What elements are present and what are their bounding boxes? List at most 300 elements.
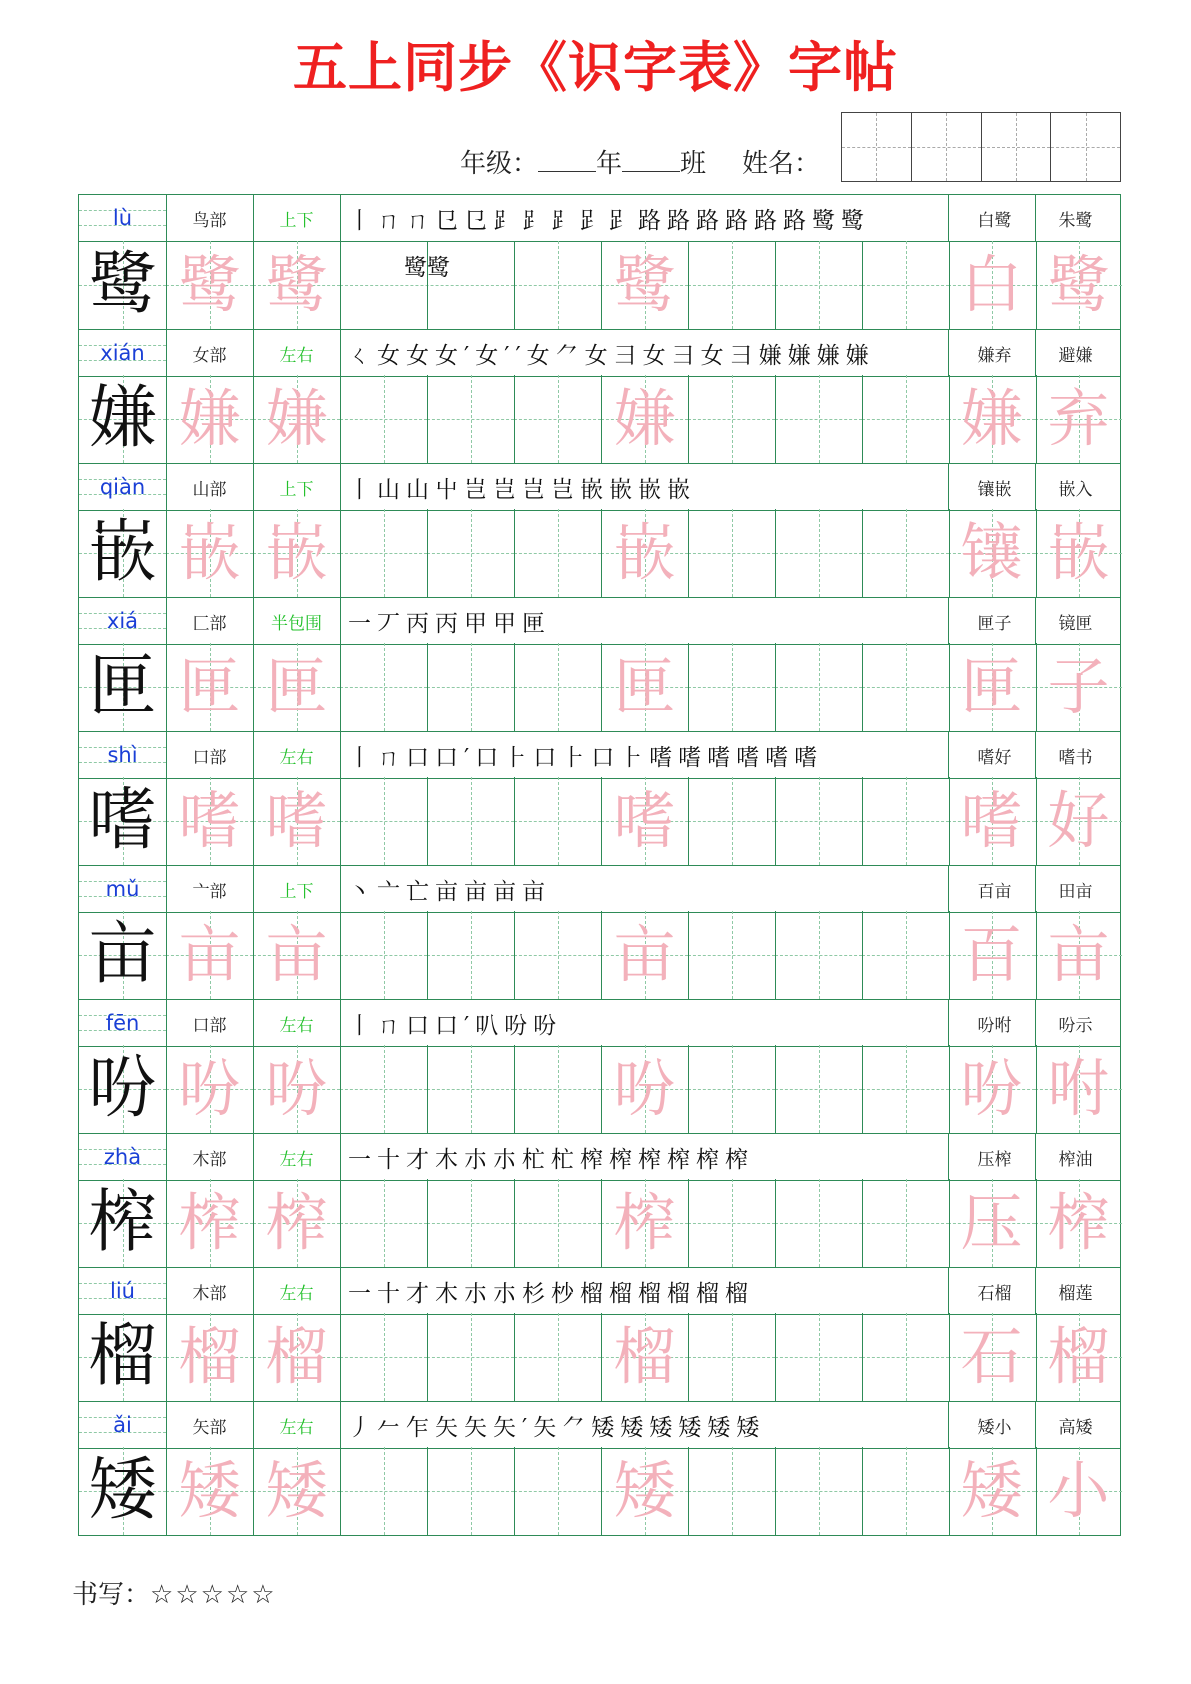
practice-cell[interactable]: [340, 1179, 427, 1267]
practice-cell[interactable]: [775, 643, 862, 731]
practice-cell[interactable]: [427, 1313, 514, 1401]
practice-cell[interactable]: [427, 1179, 514, 1267]
practice-cell[interactable]: [862, 911, 949, 999]
info-row: [79, 1267, 1120, 1315]
grid-line: [775, 375, 776, 463]
practice-cell[interactable]: [514, 375, 601, 463]
word-trace-cell[interactable]: [948, 643, 1035, 731]
practice-cell[interactable]: [775, 1313, 862, 1401]
word-trace-cell[interactable]: [1035, 1045, 1122, 1133]
character-block: [79, 999, 1120, 1133]
writing-label: 书写：: [72, 1580, 151, 1610]
practice-cell[interactable]: [775, 375, 862, 463]
grid-line: [166, 509, 167, 597]
pinyin-cell: [79, 464, 166, 510]
trace-cell[interactable]: [166, 241, 253, 329]
trace-character: 榨: [178, 1186, 241, 1259]
practice-cell[interactable]: [427, 1045, 514, 1133]
grid-line: [949, 911, 950, 999]
model-character: 吩: [88, 1049, 157, 1128]
practice-cell[interactable]: [514, 1179, 601, 1267]
practice-cell[interactable]: [862, 1447, 949, 1535]
trace-cell[interactable]: [253, 643, 340, 731]
word-2: 朱鹭: [1058, 210, 1093, 231]
pinyin: zhà: [103, 1145, 142, 1169]
practice-cell[interactable]: [688, 1313, 775, 1401]
word-trace-cell[interactable]: [948, 1313, 1035, 1401]
word-2: 嗜书: [1058, 747, 1093, 768]
trace-character: 嵌: [265, 516, 328, 589]
trace-cell[interactable]: [253, 1179, 340, 1267]
grid-line: [340, 241, 341, 329]
practice-cell[interactable]: [340, 777, 427, 865]
grid-line: [949, 375, 950, 463]
grid-line: [166, 866, 167, 912]
grid-line: [1036, 1179, 1037, 1267]
writing-row: [79, 777, 1120, 865]
practice-cell[interactable]: [340, 911, 427, 999]
practice-cell[interactable]: [427, 643, 514, 731]
word-trace-character: 吩: [960, 1052, 1023, 1125]
grid-line: [427, 375, 428, 463]
word-1: 矮小: [977, 1417, 1012, 1438]
trace-cell[interactable]: [601, 1447, 688, 1535]
grid-line: [340, 1179, 341, 1267]
word-2: 榨油: [1058, 1149, 1093, 1170]
word-trace-character: 榨: [1047, 1186, 1110, 1259]
character-block: [79, 1401, 1120, 1535]
grid-line: [340, 1313, 341, 1401]
model-character: 匣: [88, 647, 157, 726]
grid-line: [949, 241, 950, 329]
grid-line: [166, 1045, 167, 1133]
pinyin-cell: [79, 330, 166, 376]
trace-character: 嗜: [178, 784, 241, 857]
grid-line: [601, 777, 602, 865]
practice-cell[interactable]: [688, 1045, 775, 1133]
name-writing-box[interactable]: [841, 112, 1121, 182]
grid-line: [688, 911, 689, 999]
trace-cell[interactable]: [253, 1045, 340, 1133]
word-trace-cell[interactable]: [948, 375, 1035, 463]
grid-line: [253, 509, 254, 597]
word-trace-cell[interactable]: [1035, 241, 1122, 329]
word-trace-character: 嫌: [960, 382, 1023, 455]
pinyin: lù: [112, 206, 133, 230]
practice-cell[interactable]: [340, 643, 427, 731]
trace-cell[interactable]: [166, 1179, 253, 1267]
grid-line: [1035, 598, 1036, 644]
grid-line: [948, 732, 949, 778]
pinyin: shì: [107, 743, 138, 767]
stroke-order: 丨山山屮岂岂岂岂嵌嵌嵌嵌: [348, 476, 696, 503]
trace-cell[interactable]: [166, 509, 253, 597]
name-cell[interactable]: [982, 113, 1052, 181]
word-trace-cell[interactable]: [948, 911, 1035, 999]
page-title: 五上同步《识字表》字帖: [293, 36, 898, 99]
grid-line: [166, 643, 167, 731]
trace-character: 匣: [265, 650, 328, 723]
name-label: 姓名：: [742, 149, 821, 179]
practice-cell[interactable]: [427, 375, 514, 463]
practice-cell[interactable]: [688, 643, 775, 731]
grid-line: [514, 1313, 515, 1401]
word-trace-cell[interactable]: [1035, 1179, 1122, 1267]
grid-line: [775, 777, 776, 865]
stroke-order: 一十才木朩朩杉杪榴榴榴榴榴榴: [348, 1280, 754, 1307]
trace-character: 榴: [178, 1320, 241, 1393]
info-row: [79, 329, 1120, 377]
grid-line: [340, 375, 341, 463]
word-trace-character: 小: [1047, 1454, 1110, 1527]
model-character: 嗜: [88, 781, 157, 860]
practice-cell[interactable]: [427, 777, 514, 865]
trace-character: 嵌: [613, 516, 676, 589]
grid-line: [601, 375, 602, 463]
radical-cell: 木部: [192, 1149, 227, 1170]
pinyin-cell: [79, 732, 166, 778]
word-trace-cell[interactable]: [1035, 777, 1122, 865]
grid-line: [601, 1179, 602, 1267]
practice-cell[interactable]: [427, 1447, 514, 1535]
grid-line: [166, 598, 167, 644]
info-row: [79, 1401, 1120, 1449]
word-2: 镜匣: [1058, 613, 1093, 634]
writing-row: [79, 1045, 1120, 1133]
practice-cell[interactable]: [514, 241, 601, 329]
trace-cell[interactable]: [166, 375, 253, 463]
info-row: [79, 1133, 1120, 1181]
practice-cell[interactable]: [340, 1447, 427, 1535]
writing-row: [79, 375, 1120, 463]
name-cell[interactable]: [842, 113, 912, 181]
pinyin: xián: [100, 341, 145, 365]
student-info: [460, 146, 820, 182]
practice-cell[interactable]: [775, 509, 862, 597]
grid-line: [253, 732, 254, 778]
grid-line: [166, 1179, 167, 1267]
grid-line: [166, 732, 167, 778]
word-trace-cell[interactable]: [948, 509, 1035, 597]
grid-line: [166, 195, 167, 241]
grid-line: [862, 1447, 863, 1535]
grid-line: [688, 643, 689, 731]
grid-line: [514, 1045, 515, 1133]
pinyin: fēn: [105, 1011, 140, 1035]
practice-cell[interactable]: [340, 509, 427, 597]
grid-line: [340, 1447, 341, 1535]
practice-cell[interactable]: [514, 911, 601, 999]
trace-cell[interactable]: [253, 1447, 340, 1535]
practice-cell[interactable]: [688, 509, 775, 597]
grid-line: [688, 509, 689, 597]
model-character: 亩: [88, 915, 157, 994]
practice-cell[interactable]: [775, 1045, 862, 1133]
practice-cell[interactable]: [862, 1045, 949, 1133]
word-trace-cell[interactable]: [948, 1045, 1035, 1133]
structure-cell: 上下: [279, 479, 314, 500]
grid-line: [253, 1045, 254, 1133]
grid-line: [514, 911, 515, 999]
info-row: [79, 731, 1120, 779]
word-2: 高矮: [1058, 1417, 1093, 1438]
practice-cell[interactable]: [340, 1313, 427, 1401]
radical-cell: 木部: [192, 1283, 227, 1304]
practice-cell[interactable]: [862, 375, 949, 463]
grid-line: [166, 1268, 167, 1314]
trace-character: 榴: [265, 1320, 328, 1393]
model-character-cell: [79, 1447, 166, 1535]
grid-line: [253, 195, 254, 241]
trace-cell[interactable]: [601, 911, 688, 999]
trace-cell[interactable]: [601, 241, 688, 329]
writing-row: [79, 1313, 1120, 1401]
grade-blank[interactable]: [538, 149, 596, 172]
trace-cell[interactable]: [601, 509, 688, 597]
grid-line: [253, 643, 254, 731]
grid-line: [688, 1179, 689, 1267]
grid-line: [601, 911, 602, 999]
word-trace-character: 好: [1047, 784, 1110, 857]
grid-line: [862, 777, 863, 865]
grid-line: [688, 241, 689, 329]
trace-character: 嫌: [178, 382, 241, 455]
trace-character: 吩: [613, 1052, 676, 1125]
grid-line: [340, 1000, 341, 1046]
trace-character: 匣: [613, 650, 676, 723]
practice-cell[interactable]: [862, 1179, 949, 1267]
grid-line: [775, 911, 776, 999]
class-blank[interactable]: [622, 149, 680, 172]
word-1: 嫌弃: [977, 345, 1012, 366]
grid-line: [1035, 1000, 1036, 1046]
model-character-cell: [79, 1313, 166, 1401]
practice-cell[interactable]: [688, 777, 775, 865]
pinyin-cell: [79, 1268, 166, 1314]
practice-cell[interactable]: [862, 241, 949, 329]
grid-line: [253, 1000, 254, 1046]
word-trace-cell[interactable]: [1035, 375, 1122, 463]
practice-cell[interactable]: [688, 1179, 775, 1267]
word-trace-character: 弃: [1047, 382, 1110, 455]
word-1: 匣子: [977, 613, 1012, 634]
grid-line: [1035, 1268, 1036, 1314]
trace-cell[interactable]: [601, 1179, 688, 1267]
pinyin-cell: [79, 598, 166, 644]
practice-sample: 鹭鹭: [404, 255, 450, 281]
trace-cell[interactable]: [253, 1313, 340, 1401]
grid-line: [948, 1000, 949, 1046]
grid-line: [1036, 777, 1037, 865]
word-trace-cell[interactable]: [1035, 1447, 1122, 1535]
info-row: [79, 195, 1120, 242]
practice-cell[interactable]: [775, 1447, 862, 1535]
grid-line: [601, 1313, 602, 1401]
trace-character: 嗜: [613, 784, 676, 857]
practice-grid: [78, 194, 1121, 1536]
grid-line: [862, 375, 863, 463]
stroke-order: 丿𠂉乍矢矢矢′矢⺈矮矮矮矮矮矮: [348, 1414, 766, 1441]
practice-cell[interactable]: [514, 1447, 601, 1535]
trace-character: 榴: [613, 1320, 676, 1393]
practice-cell[interactable]: [862, 509, 949, 597]
practice-cell[interactable]: [514, 777, 601, 865]
trace-cell[interactable]: [601, 1045, 688, 1133]
writing-row: [79, 241, 1120, 329]
character-block: [79, 329, 1120, 463]
grid-line: [688, 1313, 689, 1401]
grid-line: [862, 241, 863, 329]
stroke-order: 丶亠亡亩亩亩亩: [348, 878, 551, 905]
structure-cell: 上下: [279, 881, 314, 902]
grid-line: [514, 1179, 515, 1267]
grid-line: [862, 911, 863, 999]
trace-character: 榨: [265, 1186, 328, 1259]
trace-cell[interactable]: [166, 777, 253, 865]
grid-line: [1036, 643, 1037, 731]
trace-character: 鹭: [178, 248, 241, 321]
trace-cell[interactable]: [253, 375, 340, 463]
info-row: [79, 865, 1120, 913]
grid-line: [514, 375, 515, 463]
structure-cell: 左右: [279, 1015, 314, 1036]
trace-character: 亩: [178, 918, 241, 991]
practice-cell[interactable]: [862, 1313, 949, 1401]
word-trace-cell[interactable]: [1035, 509, 1122, 597]
word-1: 镶嵌: [977, 479, 1012, 500]
practice-cell[interactable]: [862, 643, 949, 731]
grid-line: [862, 643, 863, 731]
word-trace-cell[interactable]: [948, 1447, 1035, 1535]
word-trace-character: 石: [960, 1320, 1023, 1393]
grid-line: [949, 777, 950, 865]
word-trace-character: 匣: [960, 650, 1023, 723]
grid-line: [253, 330, 254, 376]
info-row: [79, 999, 1120, 1047]
pinyin-cell: [79, 1134, 166, 1180]
model-character-cell: [79, 375, 166, 463]
practice-cell[interactable]: [862, 777, 949, 865]
trace-cell[interactable]: [601, 777, 688, 865]
grid-line: [1035, 1402, 1036, 1448]
word-trace-character: 嗜: [960, 784, 1023, 857]
grid-line: [253, 1313, 254, 1401]
grid-line: [427, 777, 428, 865]
practice-cell[interactable]: [514, 1045, 601, 1133]
trace-cell[interactable]: [253, 241, 340, 329]
practice-cell[interactable]: [775, 241, 862, 329]
word-trace-cell[interactable]: [1035, 643, 1122, 731]
grid-line: [253, 911, 254, 999]
practice-cell[interactable]: [775, 1179, 862, 1267]
trace-cell[interactable]: [601, 375, 688, 463]
grid-line: [775, 1313, 776, 1401]
trace-character: 吩: [178, 1052, 241, 1125]
grid-line: [166, 375, 167, 463]
grid-line: [253, 1134, 254, 1180]
word-trace-cell[interactable]: [948, 241, 1035, 329]
word-trace-cell[interactable]: [1035, 1313, 1122, 1401]
word-1: 石榴: [977, 1283, 1012, 1304]
practice-cell[interactable]: [427, 509, 514, 597]
trace-cell[interactable]: [601, 1313, 688, 1401]
name-cell[interactable]: [1051, 113, 1120, 181]
word-trace-character: 亩: [1047, 918, 1110, 991]
class-label: 班: [680, 149, 707, 179]
grid-line: [340, 1402, 341, 1448]
word-trace-character: 白: [960, 248, 1023, 321]
trace-cell[interactable]: [166, 1045, 253, 1133]
grid-line: [1035, 195, 1036, 241]
practice-cell[interactable]: [775, 911, 862, 999]
radical-cell: 女部: [192, 345, 227, 366]
name-cell[interactable]: [912, 113, 982, 181]
practice-cell[interactable]: [340, 1045, 427, 1133]
model-character-cell: [79, 777, 166, 865]
stroke-order: 丨ㄇ口口′口⺊口⺊口⺊嗜嗜嗜嗜嗜嗜: [348, 744, 824, 771]
practice-cell[interactable]: [427, 911, 514, 999]
grid-line: [340, 1268, 341, 1314]
trace-cell[interactable]: [166, 911, 253, 999]
grid-line: [427, 1313, 428, 1401]
grade-label: 年级：: [460, 149, 539, 179]
word-trace-cell[interactable]: [948, 1179, 1035, 1267]
grid-line: [688, 777, 689, 865]
word-trace-character: 矮: [960, 1454, 1023, 1527]
trace-cell[interactable]: [253, 509, 340, 597]
practice-cell[interactable]: [688, 375, 775, 463]
rating-stars[interactable]: ☆☆☆☆☆: [150, 1580, 277, 1610]
word-trace-cell[interactable]: [948, 777, 1035, 865]
grid-line: [340, 330, 341, 376]
stroke-order: 丨ㄇㄇ㔾㔾⻊⻊⻊𧾷𧾷路路路路路路鹭鹭: [348, 207, 870, 234]
trace-cell[interactable]: [253, 911, 340, 999]
structure-cell: 左右: [279, 1417, 314, 1438]
trace-cell[interactable]: [166, 1313, 253, 1401]
trace-cell[interactable]: [166, 1447, 253, 1535]
word-trace-cell[interactable]: [1035, 911, 1122, 999]
info-row: [79, 463, 1120, 511]
trace-character: 吩: [265, 1052, 328, 1125]
practice-cell[interactable]: [514, 1313, 601, 1401]
trace-cell[interactable]: [166, 643, 253, 731]
grid-line: [948, 195, 949, 241]
grid-line: [1036, 1447, 1037, 1535]
practice-cell[interactable]: [688, 241, 775, 329]
word-1: 嗜好: [977, 747, 1012, 768]
character-block: [79, 731, 1120, 865]
model-character-cell: [79, 1045, 166, 1133]
word-2: 吩示: [1058, 1015, 1093, 1036]
trace-cell[interactable]: [253, 777, 340, 865]
practice-cell[interactable]: [514, 509, 601, 597]
pinyin: xiá: [106, 609, 139, 633]
grid-line: [166, 241, 167, 329]
practice-cell[interactable]: [340, 375, 427, 463]
structure-cell: 左右: [279, 1283, 314, 1304]
grid-line: [948, 464, 949, 510]
grid-line: [514, 1447, 515, 1535]
year-label: 年: [596, 149, 623, 179]
trace-cell[interactable]: [601, 643, 688, 731]
practice-cell[interactable]: [688, 911, 775, 999]
model-character-cell: [79, 241, 166, 329]
practice-cell[interactable]: [688, 1447, 775, 1535]
grid-line: [948, 866, 949, 912]
practice-cell[interactable]: [775, 777, 862, 865]
trace-character: 嫌: [613, 382, 676, 455]
practice-cell[interactable]: [514, 643, 601, 731]
